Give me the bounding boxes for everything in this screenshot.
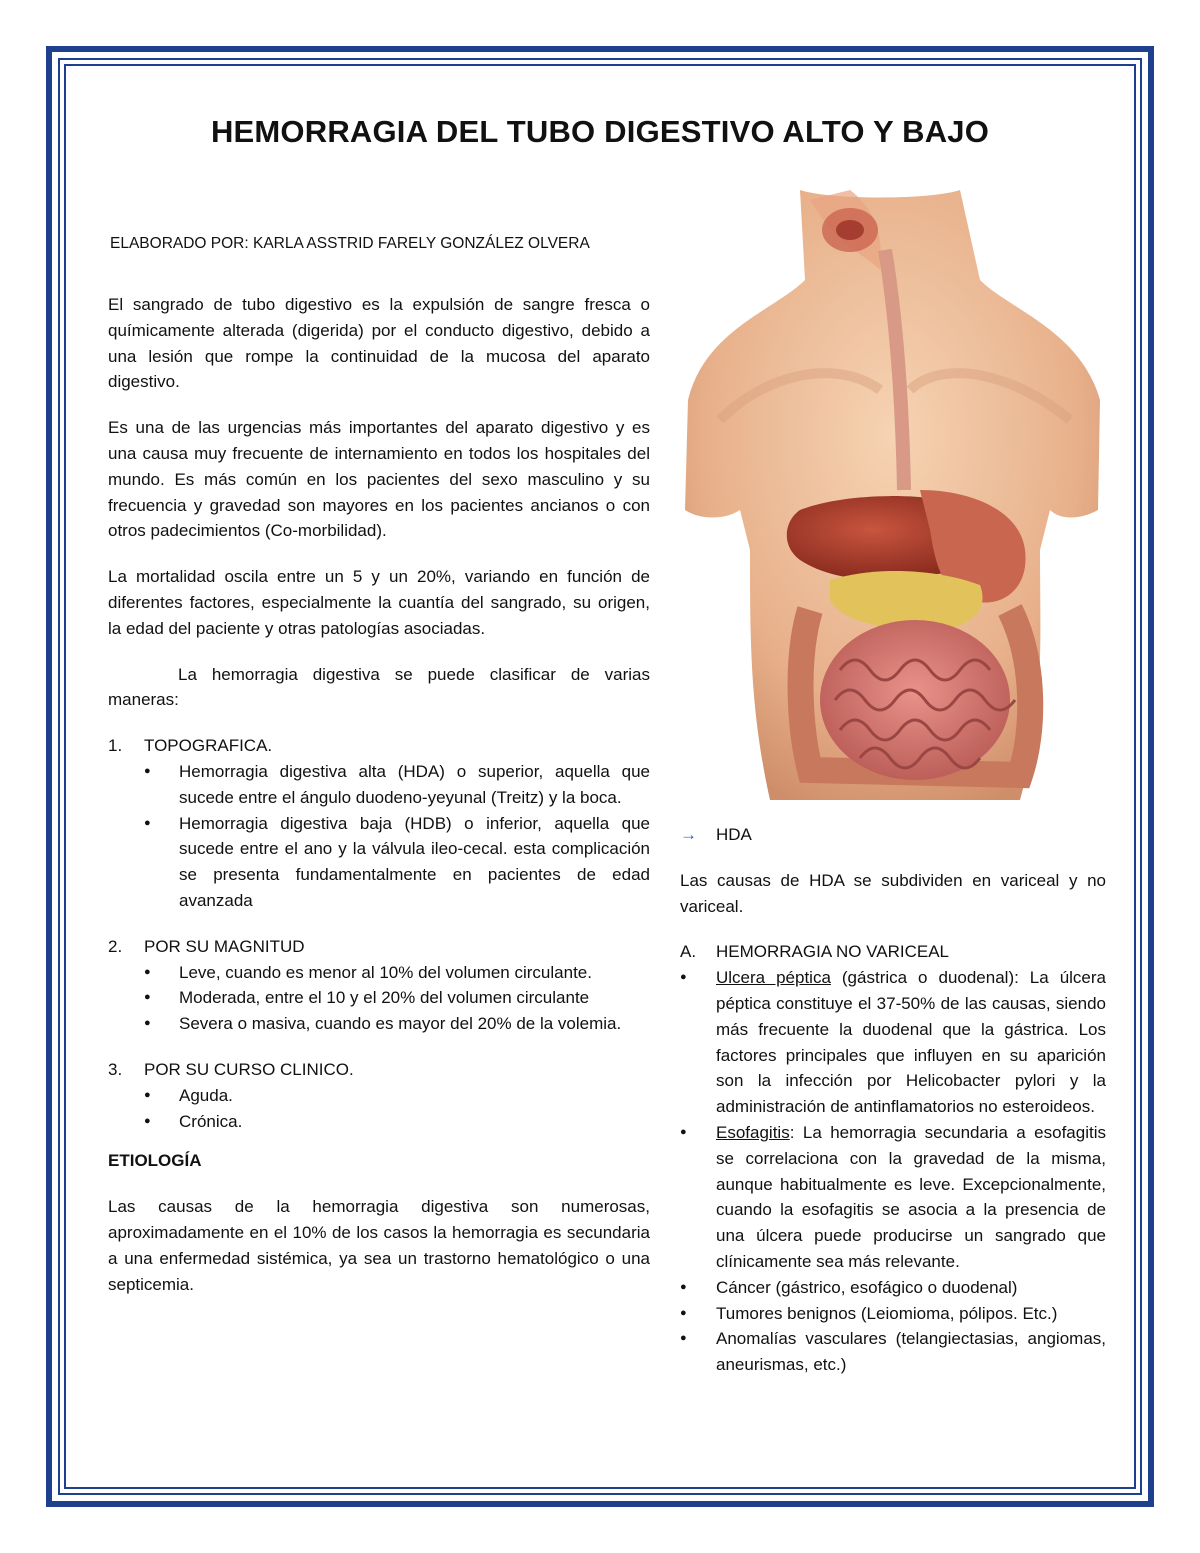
- list-item: ● Anomalías vasculares (telangiectasias, angiomas, aneurismas, etc.): [680, 1326, 1106, 1378]
- intro-paragraph-3: La mortalidad oscila entre un 5 y un 20%, variando en función de diferentes factores, especialmente la cuantía del sangrado, su origen, la edad del paciente y otras patologías asociadas.: [108, 567, 650, 638]
- etiology-paragraph: Las causas de la hemorragia digestiva son numerosas, aproximadamente en el 10% de los casos la hemorragia es secundaria a una enfermedad sistémica, ya sea un trastorno hematológico o una septicemia.: [108, 1197, 650, 1294]
- list-item: ● Esofagitis: La hemorragia secundaria a esofagitis se correlaciona con la gravedad de la misma, aunque habitualmente es leve. Excepcionalmente, cuando la esofagitis se asocia a la presencia de una úlcera puede producirse un sangrado que clínicamente sea más relevante.: [680, 1120, 1106, 1275]
- classification-heading-2: 2. POR SU MAGNITUD: [108, 936, 305, 956]
- list-item: ● Severa o masiva, cuando es mayor del 20% de la volemia.: [108, 1011, 650, 1037]
- arrow-right-icon: →: [680, 825, 697, 844]
- author-line: ELABORADO POR: KARLA ASSTRID FARELY GONZÁLEZ OLVERA: [110, 235, 590, 252]
- list-item: ● Leve, cuando es menor al 10% del volumen circulante.: [108, 960, 650, 986]
- list-item: ● Crónica.: [108, 1109, 650, 1135]
- list-item: ● Ulcera péptica (gástrica o duodenal): La úlcera péptica constituye el 37-50% de las causas, siendo más frecuente la duodenal que la gástrica. Los factores principales que influyen en su aparición son la infección por Helicobacter pylori y la administración de antinflamatorios no esteroideos.: [680, 965, 1106, 1120]
- left-column: [108, 292, 650, 1317]
- classification-list-2: [108, 960, 650, 1037]
- classification-list-3: [108, 1083, 650, 1135]
- classification-heading-3: 3. POR SU CURSO CLINICO.: [108, 1059, 354, 1079]
- page-title: HEMORRAGIA DEL TUBO DIGESTIVO ALTO Y BAJO: [210, 114, 990, 149]
- classification-heading-1: 1. TOPOGRAFICA.: [108, 736, 273, 756]
- right-column: [680, 822, 1106, 1378]
- list-item: ● Tumores benignos (Leiomioma, pólipos. Etc.): [680, 1301, 1106, 1327]
- section-a-heading: A. HEMORRAGIA NO VARICEAL: [680, 942, 950, 962]
- intro-paragraph-1: El sangrado de tubo digestivo es la expulsión de sangre fresca o químicamente alterada (digerida) por el conducto digestivo, debido a una lesión que rompe la continuidad de la mucosa del aparato digestivo.: [108, 295, 650, 392]
- list-item: ● Aguda.: [108, 1083, 650, 1109]
- list-item: ● Hemorragia digestiva alta (HDA) o superior, aquella que sucede entre el ángulo duodeno-yeyunal (Treitz) y la boca.: [108, 759, 650, 811]
- intro-paragraph-4: La hemorragia digestiva se puede clasificar de varias maneras:: [108, 664, 650, 710]
- digestive-system-illustration: [680, 190, 1105, 800]
- etiology-heading: ETIOLOGÍA: [108, 1151, 202, 1171]
- list-item: ● Cáncer (gástrico, esofágico o duodenal): [680, 1275, 1106, 1301]
- list-item: ● Hemorragia digestiva baja (HDB) o inferior, aquella que sucede entre el ano y la válvula ileo-cecal. esta complicación se presenta fundamentalmente en pacientes de edad avanzada: [108, 811, 650, 914]
- non-variceal-list: [680, 965, 1106, 1378]
- list-item: ● Moderada, entre el 10 y el 20% del volumen circulante: [108, 985, 650, 1011]
- classification-list-1: [108, 759, 650, 914]
- intro-paragraph-2: Es una de las urgencias más importantes del aparato digestivo y es una causa muy frecuente de internamiento en todos los hospitales del mundo. Es más común en los pacientes del sexo masculino y su frecuencia y gravedad son mayores en los pacientes ancianos o con otros padecimientos (Co-morbilidad).: [108, 418, 650, 541]
- hda-heading: → HDA: [680, 822, 1106, 848]
- hda-causes-paragraph: Las causas de HDA se subdividen en variceal y no variceal.: [680, 870, 1106, 916]
